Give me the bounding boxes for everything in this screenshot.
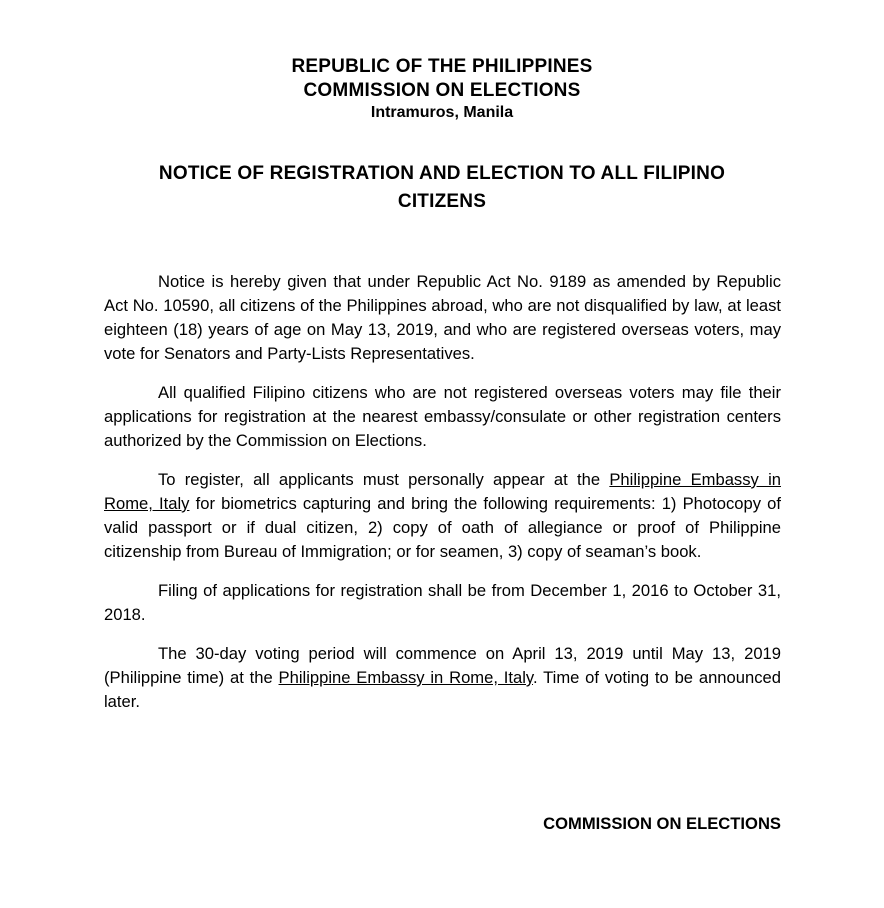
- notice-body: [104, 270, 781, 729]
- paragraph-requirements: [104, 468, 781, 564]
- paragraph-qualified-citizens: All qualified Filipino citizens who are not registered overseas voters may file their applications for registration at the nearest embassy/consulate or other registration centers authorized by the Commission on Elections.: [104, 383, 781, 450]
- paragraph-legal-basis: Notice is hereby given that under Republic Act No. 9189 as amended by Republic Act No. 10590, all citizens of the Philippines abroad, who are not disqualified by law, at least eighteen (18) years of age on May 13, 2019, and who are registered overseas voters, may vote for Senators and Party-Lists Representatives.: [104, 272, 781, 363]
- header-republic: REPUBLIC OF THE PHILIPPINES: [291, 56, 593, 77]
- paragraph-filing-period: Filing of applications for registration shall be from December 1, 2016 to October 31, 2018.: [104, 581, 781, 624]
- embassy-link-voting[interactable]: Philippine Embassy in Rome, Italy: [278, 668, 533, 687]
- header-location: Intramuros, Manila: [370, 104, 514, 121]
- paragraph-voting-period: [104, 642, 781, 714]
- header-commission: COMMISSION ON ELECTIONS: [303, 80, 581, 101]
- voting-text-end: . Time of voting to be announced later.: [104, 668, 781, 711]
- requirements-text-end: for biometrics capturing and bring the following requirements: 1) Photocopy of valid passport or if dual citizen, 2) copy of oath of allegiance or proof of Philippine citizenship from Bureau of Immigration; or for seamen, 3) copy of seaman’s book.: [104, 494, 782, 561]
- voting-text-start: The 30-day voting period will commence on April 13, 2019 until May 13, 2019 (Philippine time) at the: [104, 644, 781, 687]
- signature-block: COMMISSION ON ELECTIONS: [543, 814, 781, 833]
- notice-title: NOTICE OF REGISTRATION AND ELECTION TO ALL FILIPINO CITIZENS: [158, 163, 726, 212]
- embassy-link[interactable]: Philippine Embassy in Rome, Italy: [104, 470, 781, 513]
- requirements-text-start: To register, all applicants must personally appear at the: [158, 470, 610, 489]
